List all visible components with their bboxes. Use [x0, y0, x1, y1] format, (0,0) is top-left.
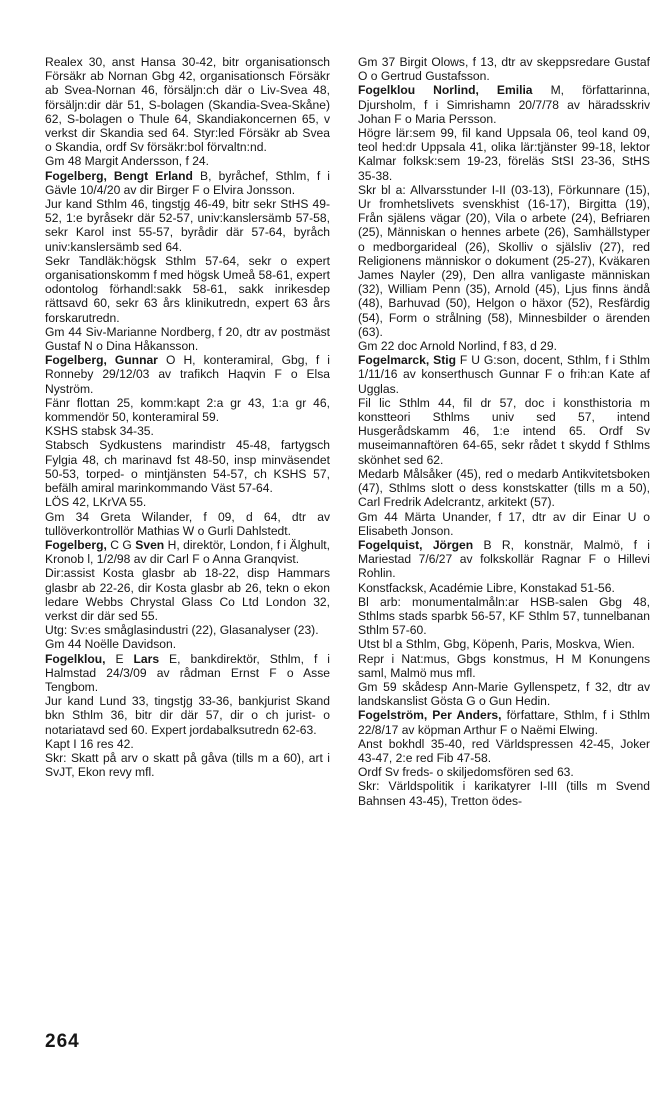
entry-paragraph: Anst bokhdl 35-40, red Världspressen 42-45, Joker 43-47, 2:e red Fib 47-58.	[358, 736, 650, 765]
left-column	[45, 55, 330, 779]
entry-fogelstrom-per-anders: Fogelström, Per Anders, författare, Sthlm, f i Sthlm 22/8/17 av köpman Arthur F o Naëmi Elwing.	[358, 708, 650, 737]
entry-paragraph: Gm 37 Birgit Olows, f 13, dtr av skeppsredare Gustaf O o Gertrud Gustafsson.	[358, 55, 650, 84]
entry-paragraph: Stabsch Sydkustens marindistr 45-48, fartygsch Fylgia 48, ch marinavd fst 48-50, insp minväsendet 50-53, torped- o mintjänsten 54-57, ch KSHS 57, befälh amiral marinkommando Väst 57-64.	[45, 438, 330, 496]
entry-paragraph: Gm 44 Märta Unander, f 17, dtr av dir Einar U o Elisabeth Jonson.	[358, 509, 650, 538]
entry-paragraph: Utst bl a Sthlm, Gbg, Köpenh, Paris, Moskva, Wien.	[358, 637, 635, 652]
entry-paragraph: Ordf Sv freds- o skiljedomsfören sed 63.	[358, 765, 574, 780]
entry-fogelklou-norlind: Fogelklou Norlind, Emilia M, författarinna, Djursholm, f i Simrishamn 20/7/78 av häradsskriv Johan F o Maria Persson.	[358, 83, 650, 126]
entry-fogelquist-jorgen: Fogelquist, Jörgen B R, konstnär, Malmö, f i Mariestad 7/6/27 av folkskollär Ragnar F o Hillevi Rohlin.	[358, 537, 650, 581]
entry-paragraph: Medarb Målsåker (45), red o medarb Antikvitetsboken (47), Sthlms slott o dess konstskatter (tills m a 50), Carl Fredrik Adelcrantz, arkitekt (57).	[358, 466, 650, 510]
entry-paragraph: Gm 44 Siv-Marianne Nordberg, f 20, dtr av postmäst Gustaf N o Dina Håkansson.	[45, 324, 330, 354]
entry-fogelberg-bengt: Fogelberg, Bengt Erland B, byråchef, Sthlm, f i Gävle 10/4/20 av dir Birger F o Elvira Jonsson.	[45, 168, 330, 197]
entry-fogelmarck-stig: Fogelmarck, Stig F U G:son, docent, Sthlm, f i Sthlm 1/11/16 av konserthusch Gunnar F o frih:an Kate af Ugglas.	[358, 353, 650, 396]
entry-paragraph: Skr: Världspolitik i karikatyrer I-III (tills m Svend Bahnsen 43-45), Tretton ödes-	[358, 779, 650, 808]
entry-paragraph: Skr: Skatt på arv o skatt på gåva (tills m a 60), art i SvJT, Ekon revy mfl.	[45, 750, 330, 780]
entry-paragraph: Högre lär:sem 99, fil kand Uppsala 06, teol kand 09, teol hed:dr Uppsala 41, olika lär:tjänster 99-18, lektor Kalmar folksk:sem 19-23, föreläs StSI 23-36, StHS 35-38.	[358, 126, 650, 183]
entry-paragraph: Dir:assist Kosta glasbr ab 18-22, disp Hammars glasbr ab 22-26, dir Kosta glasbr ab 26, tekn o ekon ledare Webbs Chrystal Glass Co Ltd London 32, verkst dir där sed 55.	[45, 566, 330, 623]
page-number: 264	[45, 1031, 80, 1052]
entry-paragraph: Gm 44 Noëlle Davidson.	[45, 637, 177, 652]
entry-paragraph: Jur kand Lund 33, tingstjg 33-36, bankjurist Skand bkn Sthlm 36, bitr dir där 57, dir o ch jurist- o notariatavd sed 60. Expert jordabalksutredn 62-63.	[45, 694, 330, 737]
entry-paragraph: Gm 48 Margit Andersson, f 24.	[45, 154, 210, 169]
entry-fogelberg-gunnar: Fogelberg, Gunnar O H, konteramiral, Gbg, f i Ronneby 29/12/03 av trafikch Haqvin F o Elsa Nyström.	[45, 353, 330, 396]
entry-paragraph: Utg: Sv:es småglasindustri (22), Glasanalyser (23).	[45, 623, 319, 638]
entry-paragraph: Gm 22 doc Arnold Norlind, f 83, d 29.	[358, 339, 557, 354]
entry-fogelklou-lars: Fogelklou, E Lars E, bankdirektör, Sthlm, f i Halmstad 24/3/09 av rådman Ernst F o Asse Tengbom.	[45, 651, 330, 694]
entry-paragraph: Repr i Nat:mus, Gbgs konstmus, H M Konungens saml, Malmö mus mfl.	[358, 651, 650, 680]
entry-paragraph: Gm 59 skådesp Ann-Marie Gyllenspetz, f 32, dtr av landskanslist Gösta G o Gun Hedin.	[358, 679, 650, 709]
entry-paragraph: Fänr flottan 25, komm:kapt 2:a gr 43, 1:a gr 46, kommendör 50, konteramiral 59.	[45, 395, 330, 425]
entry-paragraph: Realex 30, anst Hansa 30-42, bitr organisationsch Försäkr ab Nornan Gbg 42, organisationsch Försäkr ab Svea-Nornan 46, försäljn:ch där o Liv-Svea 48, försäljn:dir där 51, S-bolagen (Skandia-Svea-Skåne) 62, S-bolagen o Thule 64, Skandiakoncernen 65, v verkst dir Skandia sed 64. Styr:led Försäkr ab Svea o Skandia, ordf Sv försäkr:bol förvaltn:nd.	[45, 55, 330, 155]
entry-paragraph: KSHS stabsk 34-35.	[45, 424, 154, 439]
entry-paragraph: Sekr Tandläk:högsk Sthlm 57-64, sekr o expert organisationskomm f med högsk Umeå 58-61, expert odontolog förhandl:sakk 58-61, sakk inrikesdep rättsavd 60, sekr 63 års klinikutredn, expert 63 års forskarutredn.	[45, 253, 330, 325]
entry-paragraph: Jur kand Sthlm 46, tingstjg 46-49, bitr sekr StHS 49-52, 1:e byråsekr där 52-57, univ:kanslersämb 57-58, sekr Karol inst 55-57, byrådir där 57-64, byråch univ:kanslersämb sed 64.	[45, 197, 330, 254]
entry-paragraph: Konstfacksk, Académie Libre, Konstakad 51-56.	[358, 580, 615, 595]
entry-paragraph: Kapt I 16 res 42.	[45, 736, 134, 751]
entry-paragraph: Skr bl a: Allvarsstunder I-II (03-13), Förkunnare (15), Ur fromhetslivets svenskhist (16-17), Birgitta (19), Från själens vägar (20), Vila o arbete (24), Befriaren (25), Människan o hennes arbete (26), Samhällstyper o medborgarideal (26), Skolliv o själsliv (27), red Religionens människor o dokument (25-27), Kväkaren James Nayler (29), Den allra vanligaste människan (32), William Penn (35), Arnold (45), Ljus finns ändå (48), Barhuvad (50), Helgon o häxor (52), Resfärdig (54), Form o strålning (58), Minnesbilder o ärenden (63).	[358, 182, 650, 339]
right-column	[358, 55, 650, 808]
entry-fogelberg-sven: Fogelberg, C G Sven H, direktör, London, f i Älghult, Kronob l, 1/2/98 av dir Carl F o Anna Granqvist.	[45, 537, 330, 567]
entry-paragraph: LÖS 42, LKrVA 55.	[45, 495, 147, 510]
entry-paragraph: Gm 34 Greta Wilander, f 09, d 64, dtr av tullöverkontrollör Mathias W o Gurli Dahlstedt.	[45, 509, 330, 538]
entry-paragraph: Bl arb: monumentalmåln:ar HSB-salen Gbg 48, Sthlms stads sparbk 56-57, KF Sthlm 57, tunnelbanan Sthlm 57-60.	[358, 594, 650, 638]
entry-paragraph: Fil lic Sthlm 44, fil dr 57, doc i konsthistoria m konstteori Sthlms univ sed 57, intend Husgerådskamm 46, 1:e intend 65. Ordf Sv museimannaftören 64-65, sekr rådet t skydd f Sthlms skönhet sed 62.	[358, 395, 650, 467]
